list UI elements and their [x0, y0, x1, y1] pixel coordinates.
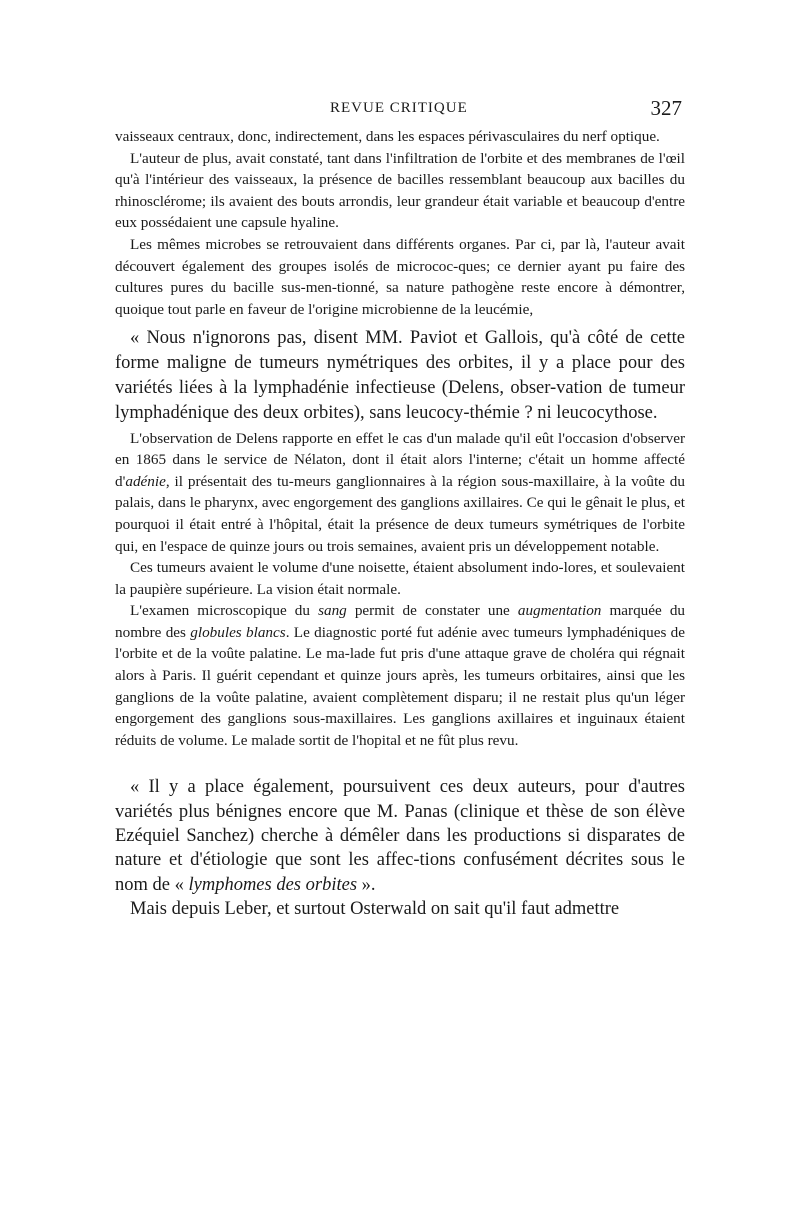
text-run: « Il y a place également, poursuivent ces deux auteurs, pour d'autres variétés plus bénignes encore que M. Panas (clinique et thèse de son élève Ezéquiel Sanchez) cherche à démêler dans les productions si disparates de nature et d'étiologie que sont les affec-tions confusément décrites sous le nom de « [115, 777, 685, 895]
quote-paragraph-panas [115, 775, 685, 896]
paragraph-6: Ces tumeurs avaient le volume d'une noisette, étaient absolument indo-lores, et soulevaient la paupière supérieure. La vision était normale. [115, 559, 685, 598]
italic-term: adénie [125, 472, 166, 490]
quote-paragraph-paviot-gallois: « Nous n'ignorons pas, disent MM. Paviot et Gallois, qu'à côté de cette forme maligne de tumeurs nymétriques des orbites, il y a place pour des variétés liées à la lymphadénie infectieuse (Delens, obser-vation de tumeur lymphadénique des deux orbites), sans leucocy-thémie ? ni leucocythose. [115, 328, 685, 423]
italic-term: sang [318, 602, 347, 620]
page-number: 327 [650, 96, 682, 120]
paragraph-delens-observation [115, 428, 685, 558]
paragraph-2: L'auteur de plus, avait constaté, tant dans l'infiltration de l'orbite et des membranes de l'œil qu'à l'intérieur des vaisseaux, la présence de bacilles ressemblant beaucoup aux bacilles du rhinosclérome; ils avaient des bouts arrondis, leur grandeur était variable et beaucoup d'entre eux possédaient une capsule hyaline. [115, 149, 685, 232]
text-run: permit de constater une [346, 602, 518, 620]
italic-term: lymphomes des orbites [188, 874, 358, 895]
paragraph-3: Les mêmes microbes se retrouvaient dans différents organes. Par ci, par là, l'auteur avait découvert également des groupes isolés de micrococ-ques; ce dernier ayant pu faire des cultures pures du bacille sus-men-tionné, sa nature pathogène reste encore à démontrer, quoique tout parle en faveur de l'origine microbienne de la leucémie, [115, 235, 685, 318]
body-text [115, 126, 685, 921]
text-run: marquée du nombre des [115, 602, 686, 641]
running-title: REVUE CRITIQUE [330, 100, 468, 116]
paragraph-microscopic-exam [115, 600, 685, 751]
text-run: L'observation de Delens rapporte en effet le cas d'un malade qu'il eût l'occasion d'observer en 1865 dans le service de Nélaton, dont il était alors l'interne; c'était un homme affecté d' [115, 429, 685, 490]
text-run: , il présentait des tu-meurs ganglionnaires à la région sous-maxillaire, à la voûte du palais, dans le pharynx, avec engorgement des ganglions axillaires. Ce qui le gênait le plus, et pourquoi il était entré à l'hôpital, était la présence de deux tumeurs symétriques de l'orbite qui, en l'espace de quinze jours ou trois semaines, avaient pris un développement notable. [115, 472, 685, 555]
italic-term: augmentation [517, 602, 602, 620]
paragraph-1: vaisseaux centraux, donc, indirectement, dans les espaces périvasculaires du nerf optique. [115, 128, 660, 145]
paragraph-leber-osterwald: Mais depuis Leber, et surtout Osterwald on sait qu'il faut admettre [130, 898, 620, 919]
text-run: . Le diagnostic porté fut adénie avec tumeurs lymphadéniques de l'orbite et de la voûte palatine. Le ma-lade fut pris d'une attaque grave de choléra qui régnait alors à Paris. Il guérit cependant et quinze jours après, les tumeurs orbitaires, ainsi que les ganglions de la voûte palatine, avaient complètement disparu; il ne restait plus qu'un léger engorgement des ganglions sous-maxillaires. Les ganglions axillaires et inguinaux étaient réduits de volume. Le malade sortit de l'hopital et ne fût plus revu. [115, 623, 685, 749]
text-run: ». [357, 874, 376, 895]
page-header [0, 98, 800, 124]
italic-term: globules blancs [190, 623, 286, 641]
text-run: L'examen microscopique du [130, 602, 319, 620]
